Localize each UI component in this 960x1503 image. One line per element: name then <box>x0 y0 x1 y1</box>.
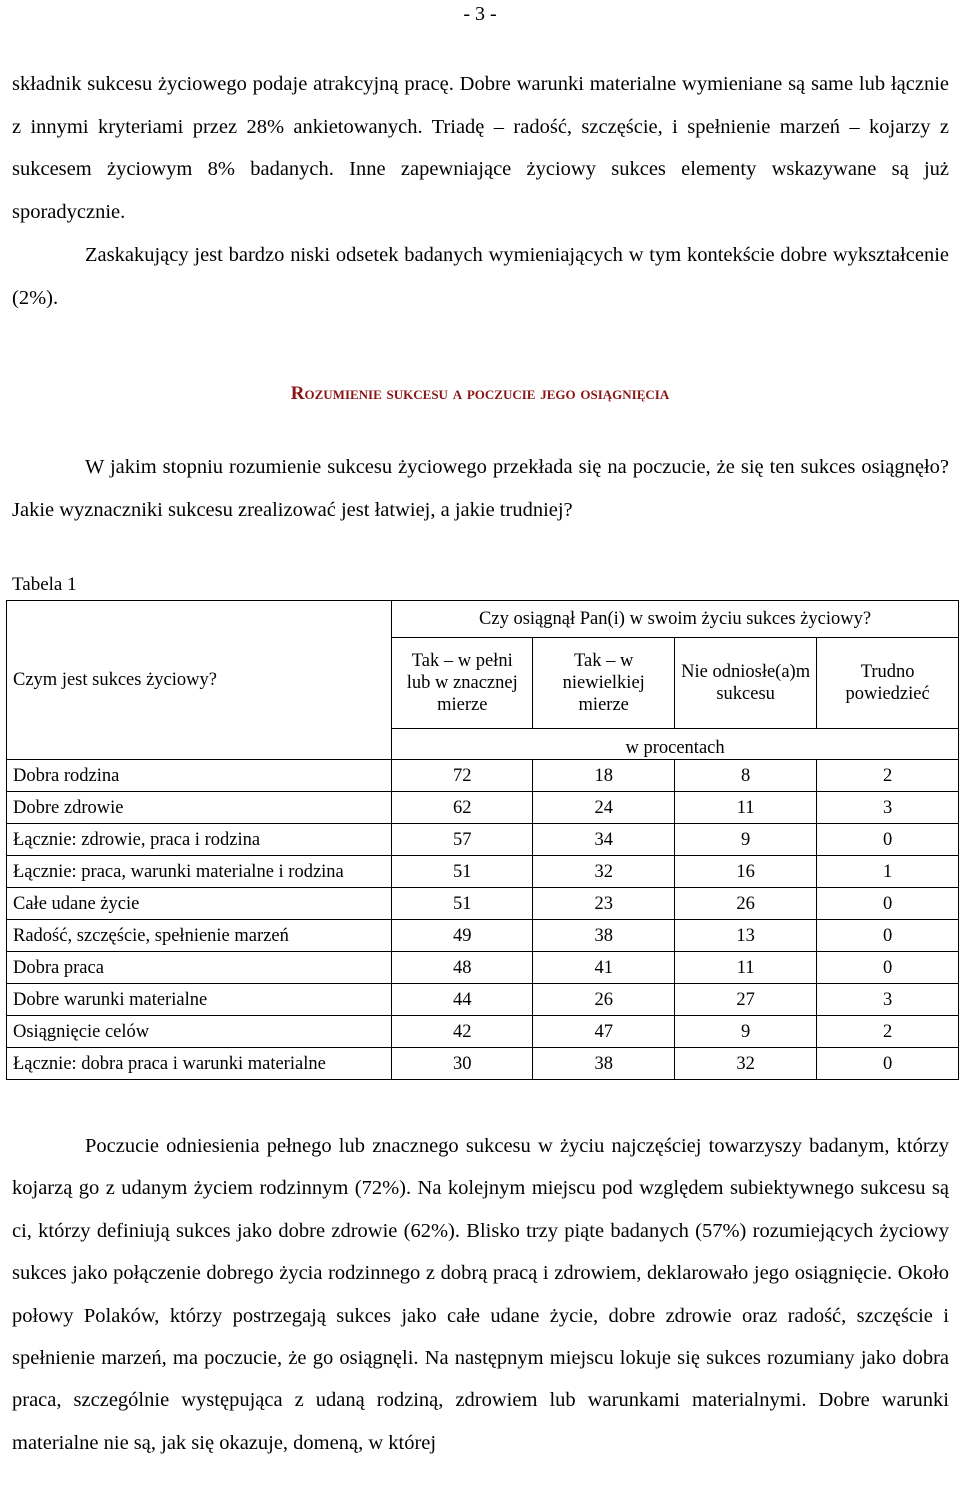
table-cell: 2 <box>817 760 959 792</box>
unit-label: w procentach <box>392 729 959 760</box>
table-row <box>7 952 959 984</box>
table-cell: 34 <box>533 824 675 856</box>
table-cell: 3 <box>817 792 959 824</box>
table-cell: 27 <box>675 984 817 1016</box>
table-cell: 48 <box>392 952 533 984</box>
section-heading: Rozumienie sukcesu a poczucie jego osiągnięcia <box>290 383 670 404</box>
table-row <box>7 1016 959 1048</box>
table-cell: 26 <box>533 984 675 1016</box>
intro-paragraph: składnik sukcesu życiowego podaje atrakcyjną pracę. Dobre warunki materialne wymieniane są same lub łącznie z innymi kryteriami przez 28% ankietowanych. Triadę – radość, szczęście, i spełnienie marzeń – kojarzy z sukcesem życiowym 8% badanych. Inne zapewniające życiowy sukces elementy wskazywane są już sporadycznie. <box>12 73 949 224</box>
table-cell: 72 <box>392 760 533 792</box>
question-paragraph-text: W jakim stopniu rozumienie sukcesu życiowego przekłada się na poczucie, że się ten sukces osiągnęło? Jakie wyznaczniki sukcesu zrealizować jest łatwiej, a jakie trudniej? <box>12 456 949 521</box>
group-header: Czy osiągnął Pan(i) w swoim życiu sukces życiowy? <box>392 601 959 638</box>
table-cell: 0 <box>817 920 959 952</box>
table-cell: 26 <box>675 888 817 920</box>
row-label: Radość, szczęście, spełnienie marzeń <box>7 920 392 952</box>
closing-paragraph-text: Poczucie odniesienia pełnego lub znacznego sukcesu w życiu najczęściej towarzyszy badanym, którzy kojarzą go z udanym życiem rodzinnym (72%). Na kolejnym miejscu pod względem subiektywnego sukcesu są ci, którzy definiują sukces jako dobre zdrowie (62%). Blisko trzy piąte badanych (57%) rozumiejących życiowy sukces jako połączenie dobrego życia rodzinnego z dobrą pracą i zdrowiem, deklarowało jego osiągnięcie. Około połowy Polaków, którzy postrzegają sukces jako całe udane życie, dobre zdrowie oraz radość, szczęście i spełnienie marzeń, ma poczucie, że go osiągnęli. Na następnym miejscu lokuje się sukces rozumiany jako dobra praca, szczególnie występująca z udaną rodziną, zdrowiem lub warunkami materialnymi. Dobre warunki materialne nie są, jak się okazuje, domeną, w której <box>12 1135 949 1454</box>
row-label: Łącznie: praca, warunki materialne i rodzina <box>7 856 392 888</box>
table-row <box>7 760 959 792</box>
table-cell: 9 <box>675 824 817 856</box>
row-label: Łącznie: zdrowie, praca i rodzina <box>7 824 392 856</box>
row-label: Całe udane życie <box>7 888 392 920</box>
table-cell: 0 <box>817 1048 959 1080</box>
table-cell: 13 <box>675 920 817 952</box>
table-cell: 47 <box>533 1016 675 1048</box>
table-cell: 57 <box>392 824 533 856</box>
table-cell: 11 <box>675 952 817 984</box>
table-group-header-row <box>7 601 959 638</box>
table-cell: 44 <box>392 984 533 1016</box>
table-cell: 8 <box>675 760 817 792</box>
table-cell: 2 <box>817 1016 959 1048</box>
table-cell: 0 <box>817 888 959 920</box>
table-cell: 0 <box>817 952 959 984</box>
table-cell: 49 <box>392 920 533 952</box>
column-header-hard-to-say: Trudno powiedzieć <box>817 638 959 729</box>
table-row <box>7 856 959 888</box>
table-cell: 23 <box>533 888 675 920</box>
table-caption: Tabela 1 <box>12 574 77 595</box>
table-row <box>7 824 959 856</box>
column-header-no-success: Nie odniosłe(a)m sukcesu <box>675 638 817 729</box>
page-number: - 3 - <box>463 3 497 25</box>
table-cell: 51 <box>392 856 533 888</box>
table-cell: 62 <box>392 792 533 824</box>
table-row <box>7 792 959 824</box>
column-header-full-success: Tak – w pełni lub w znacznej mierze <box>392 638 533 729</box>
table-body <box>7 760 959 1080</box>
row-label: Osiągnięcie celów <box>7 1016 392 1048</box>
table-cell: 30 <box>392 1048 533 1080</box>
row-label: Dobra praca <box>7 952 392 984</box>
table-cell: 11 <box>675 792 817 824</box>
table-cell: 38 <box>533 920 675 952</box>
table-cell: 24 <box>533 792 675 824</box>
table-row <box>7 888 959 920</box>
table-cell: 18 <box>533 760 675 792</box>
table-cell: 16 <box>675 856 817 888</box>
row-label: Dobra rodzina <box>7 760 392 792</box>
question-paragraph <box>12 446 949 532</box>
column-header-small-success: Tak – w niewielkiej mierze <box>533 638 675 729</box>
table-row <box>7 1048 959 1080</box>
table-row <box>7 984 959 1016</box>
table-row <box>7 920 959 952</box>
table-cell: 32 <box>675 1048 817 1080</box>
table-cell: 0 <box>817 824 959 856</box>
row-label: Łącznie: dobra praca i warunki materialne <box>7 1048 392 1080</box>
closing-paragraph <box>12 1125 949 1464</box>
table-cell: 41 <box>533 952 675 984</box>
table-cell: 1 <box>817 856 959 888</box>
intro-paragraph-2: Zaskakujący jest bardzo niski odsetek badanych wymieniających w tym kontekście dobre wykształcenie (2%). <box>12 243 949 309</box>
results-table <box>6 600 959 1080</box>
table-cell: 42 <box>392 1016 533 1048</box>
row-header: Czym jest sukces życiowy? <box>7 601 392 760</box>
intro-text <box>12 63 949 319</box>
table-cell: 51 <box>392 888 533 920</box>
row-label: Dobre zdrowie <box>7 792 392 824</box>
table-cell: 3 <box>817 984 959 1016</box>
table-cell: 9 <box>675 1016 817 1048</box>
row-label: Dobre warunki materialne <box>7 984 392 1016</box>
table-cell: 32 <box>533 856 675 888</box>
table-cell: 38 <box>533 1048 675 1080</box>
